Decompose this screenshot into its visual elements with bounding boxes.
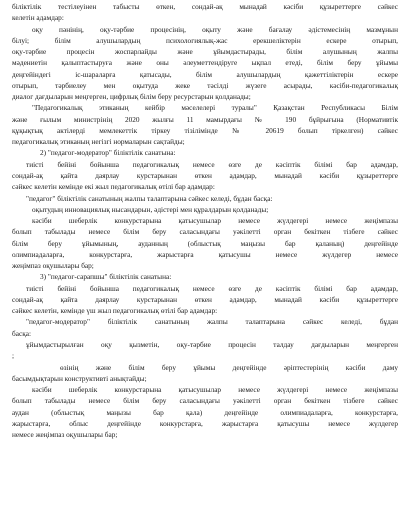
text-line: "Педагогикалық этиканың кейбір мәселелері туралы" Қазақстан Республикасы Білім xyxy=(32,103,398,113)
text-line: отырып, тәрбиелеу мен оқытуда жеке тәсілді жүзеге асырады, кәсіби-педагогикалық xyxy=(12,80,398,90)
text-line: басқа: xyxy=(12,328,32,338)
text-line: және ғылым министрінің 2020 жылғы 11 мамырдағы № 190 бұйрығына (Нормативтік xyxy=(12,114,398,124)
text-line: сондай-ақ қайта даярлау курстарынан өткен адамдар, мынадай кәсіби құзыреттерге xyxy=(12,170,398,180)
text-line: 2) "педагог-модератор" біліктілік санатына: xyxy=(40,148,176,158)
text-line: біліктілік тестілеуінен табысты өткен, сондай-ақ мынадай кәсіби құзыреттерге сәйкес xyxy=(12,2,398,11)
text-line: тиісті бейіні бойынша педагогикалық немесе өзге де кәсіптік білімі бар адамдар, xyxy=(26,159,398,169)
text-line: өзінің және білім беру ұйымы деңгейінде әріптестерінің кәсіби даму xyxy=(60,362,398,372)
text-line: болып табылады немесе білім беру саласындағы уәкілетті орган бекіткен тізбеге сәйкес xyxy=(12,396,398,406)
text-line: оқу пәнінің, оқу-тәрбие процесінің, оқыту және бағалау әдістемесінің мазмұнын xyxy=(32,24,398,34)
text-line: "педагог" біліктілік санатының жалпы талаптарына сәйкес келеді, бұдан басқа: xyxy=(26,193,273,203)
text-line: болып табылады немесе білім беру саласындағы уәкілетті орган бекіткен тізбеге сәйкес xyxy=(12,227,398,237)
text-line: жеңімпаз оқушылары бар; xyxy=(12,261,94,271)
text-line: мәдениетін қалыптастыруға және оны әлеуметтендіруге ықпал етеді, білім беру ұйымы xyxy=(12,58,398,68)
text-line: басымдықтарын конструктивті анықтайды; xyxy=(12,373,147,383)
text-line: келетін адамдар: xyxy=(12,13,64,23)
text-line: білуі; білім алушылардың психологиялық-жас ерекшеліктерін ескере отырып, xyxy=(12,35,398,45)
text-line: ұйымдастырылған оқу қызметін, оқу-тәрбие процесін талдау дағдыларын меңгерген xyxy=(26,339,398,349)
text-line: немесе жеңімпаз оқушылары бар; xyxy=(12,430,118,440)
text-line: сәйкес келетін, кемінде үш жыл педагогикалық өтілі бар адамдар: xyxy=(12,306,218,316)
text-line: деңгейіндегі іс-шараларға қатысады, білім алушылардың қажеттіліктерін ескере xyxy=(12,69,398,79)
text-line: ; xyxy=(12,351,15,361)
text-line: тиісті бейіні бойынша педагогикалық немесе өзге де кәсіптік білімі бар адамдар, xyxy=(26,283,398,293)
text-line: педагогикалық этиканың негізгі нормаларын сақтайды; xyxy=(12,137,185,147)
text-line: 3) "педагог-сарапшы" біліктілік санатына: xyxy=(40,272,172,282)
text-line: білім беру ұйымының, ауданның (облыстық маңызы бар қаланың) деңгейінде xyxy=(12,238,398,248)
text-line: диалог дағдыларын меңгерген, цифрлық білім беру ресурстарын қолданады; xyxy=(12,92,251,102)
text-line: аудан (облыстық маңызы бар қала) деңгейінде олимпиадаларға, конкурстарға, xyxy=(12,407,398,417)
text-line: оқу-тәрбие процесін жоспарлайды және ұйымдастырады, білім алушының жалпы xyxy=(12,47,398,57)
text-line: кәсіби шеберлік конкурстарына қатысушылар немесе жүлдегері немесе жеңімпазы xyxy=(32,385,398,395)
text-line: жарыстарға, облыс деңгейінде конкурстарға, жарыстарға қатысушы немесе жүлдегер xyxy=(12,418,398,428)
text-line: "педагог-модератор" біліктілік санатының жалпы талаптарына сәйкес келеді, бұдан xyxy=(26,317,398,327)
text-line: сондай-ақ қайта даярлау курстарынан өткен адамдар, мынадай кәсіби құзыреттерге xyxy=(12,294,398,304)
text-line: оқытудың инновациялық нысандарын, әдістері мен құралдарын қолданады; xyxy=(32,204,269,214)
text-line: олимпиадаларға, конкурстарға, жарыстарға қатысушы немесе жүлдегер немесе xyxy=(12,249,398,259)
text-line: сәйкес келетін кемінде екі жыл педагогикалық өтілі бар адамдар: xyxy=(12,182,215,192)
text-line: кәсіби шеберлік конкурстарына қатысушылар немесе жүлдегері немесе жеңімпазы xyxy=(32,216,398,226)
text-line: құқықтық актілерді мемлекеттік тіркеу тізілімінде № 20619 болып тіркелген) сәйкес xyxy=(12,125,398,135)
